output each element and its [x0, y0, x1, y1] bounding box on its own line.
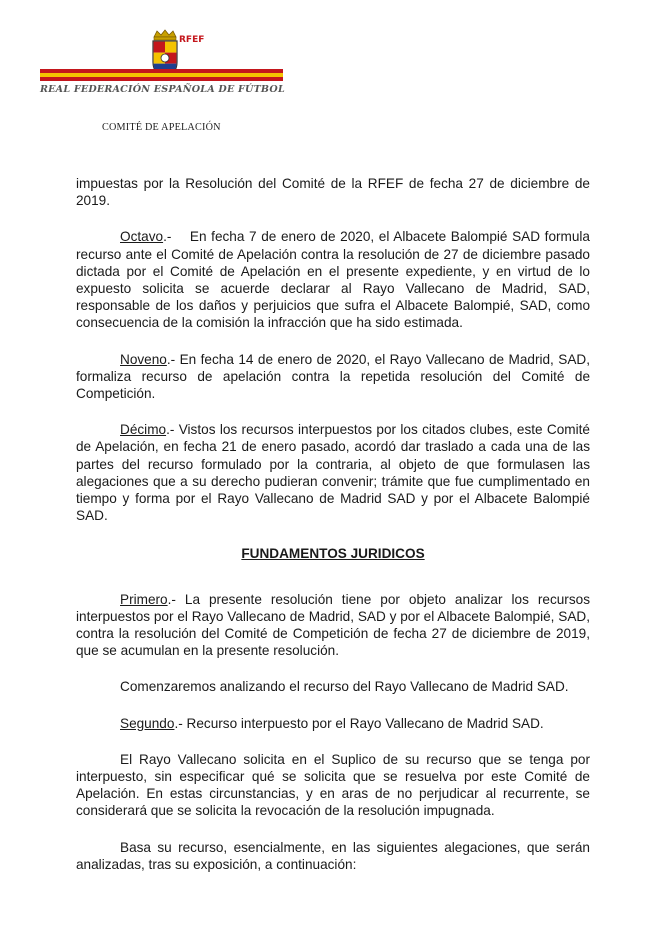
primero-heading: Primero: [120, 591, 168, 607]
paragraph-decimo: [76, 421, 590, 524]
letterhead: [0, 0, 655, 150]
segundo-heading: Segundo: [120, 715, 175, 731]
paragraph-noveno: [76, 351, 590, 403]
noveno-heading: Noveno: [120, 351, 167, 367]
section-title: FUNDAMENTOS JURIDICOS: [241, 546, 425, 562]
paragraph-segundo: [76, 715, 590, 732]
noveno-text: .- En fecha 14 de enero de 2020, el Rayo Vallecano de Madrid, SAD, formaliza recurso de apelación contra la repetida resolución del Comité de Competición.: [76, 351, 590, 402]
primero-text: .- La presente resolución tiene por objeto analizar los recursos interpuestos por el Rayo Vallecano de Madrid, SAD y por el Albacete Balompié, SAD, contra la resolución del Comité de Competición de fecha 27 de diciembre de 2019, que se acumulan en la presente resolución.: [76, 591, 590, 659]
segundo-text: .- Recurso interpuesto por el Rayo Vallecano de Madrid SAD.: [174, 715, 544, 731]
octavo-heading: Octavo: [120, 229, 164, 245]
paragraph-comenzaremos: Comenzaremos analizando el recurso del Rayo Vallecano de Madrid SAD.: [120, 679, 569, 695]
paragraph-primero: [76, 591, 590, 660]
document-body: [76, 175, 594, 892]
octavo-text: .- En fecha 7 de enero de 2020, el Albacete Balompié SAD formula recurso ante el Comité de Apelación contra la resolución de 27 de diciembre pasado dictada por el Comité de Apelación en el presente expediente, y en virtud de lo expuesto solicita se acuerde declarar al Rayo Vallecano de Madrid, SAD, responsable de los daños y perjuicios que sufra el Albacete Balompié, SAD, como consecuencia de la comisión la infracción que ha sido estimada.: [76, 229, 594, 331]
paragraph-continuation: impuestas por la Resolución del Comité de la RFEF de fecha 27 de diciembre de 2019.: [76, 176, 590, 209]
paragraph-basa: Basa su recurso, esencialmente, en las siguientes alegaciones, que serán analizadas, tras su exposición, a continuación:: [76, 839, 590, 872]
crest-lettering: RFEF: [179, 35, 205, 45]
federation-name: REAL FEDERACIÓN ESPAÑOLA DE FÚTBOL: [40, 84, 285, 95]
paragraph-octavo: [76, 228, 594, 331]
decimo-heading: Décimo: [120, 422, 167, 438]
committee-name: COMITÉ DE APELACIÓN: [102, 122, 221, 133]
decimo-text: .- Vistos los recursos interpuestos por los citados clubes, este Comité de Apelación, en fecha 21 de enero pasado, acordó dar traslado a cada una de las partes del recurso formulado por la contraria, al objeto de que formulasen las alegaciones que a su derecho pudieran convenir; trámite que fue cumplimentado en tiempo y forma por el Rayo Vallecano de Madrid SAD y por el Albacete Balompié SAD.: [76, 422, 590, 524]
paragraph-suplico: El Rayo Vallecano solicita en el Suplico de su recurso que se tenga por interpuesto, sin especificar qué se solicita que se resuelva por este Comité de Apelación. En estas circunstancias, y en aras de no perjudicar al recurrente, se considerará que se solicita la revocación de la resolución impugnada.: [76, 751, 590, 819]
flag-stripes: [40, 69, 283, 81]
